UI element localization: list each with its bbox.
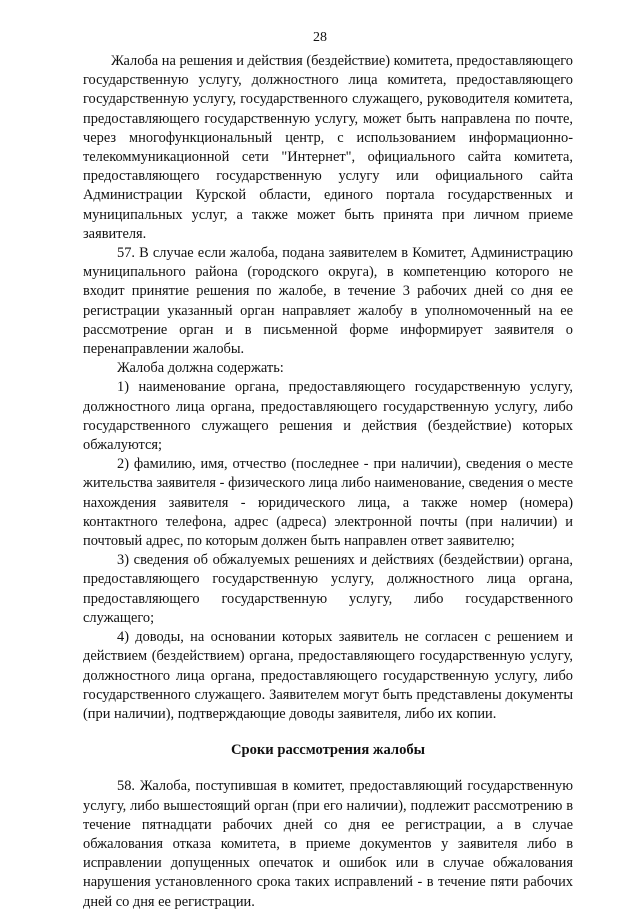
paragraph-complaint-contents-intro: Жалоба должна содержать: xyxy=(117,360,284,377)
list-item-3: 3) сведения об обжалуемых решениях и действиях (бездействии) органа, предоставляющего государственную услугу, должностного лица органа, предоставляющего государственную услугу, либо государственного служащего; xyxy=(83,552,573,626)
document-body xyxy=(83,52,573,912)
list-item-4: 4) доводы, на основании которых заявитель не согласен с решением и действием (бездействием) органа, предоставляющего государственную услугу, должностного лица органа, предоставляющего государственную услугу, либо государственного служащего. Заявителем могут быть представлены документы (при наличии), подтверждающие доводы заявителя, либо их копии. xyxy=(83,629,573,722)
paragraph-57: 57. В случае если жалоба, подана заявителем в Комитет, Администрацию муниципального района (городского округа), в компетенцию которого не входит принятие решения по жалобе, в течение 3 рабочих дней со дня ее регистрации указанный орган направляет жалобу в уполномоченный на ее рассмотрение орган и в письменной форме информирует заявителя о перенаправлении жалобы. xyxy=(83,245,573,358)
list-item-2: 2) фамилию, имя, отчество (последнее - при наличии), сведения о месте жительства заявителя - физического лица либо наименование, сведения о месте нахождения заявителя - юридического лица, а также номер (номера) контактного телефона, адрес (адреса) электронной почты (при наличии) и почтовый адрес, по которым должен быть направлен ответ заявителю; xyxy=(83,456,573,550)
paragraph-complaint-submission: Жалоба на решения и действия (бездействие) комитета, предоставляющего государственную услугу, должностного лица комитета, предоставляющего государственную услугу, государственного служащего, руководителя комитета, предоставляющего государственную услугу, может быть направлена по почте, через многофункциональный центр, с использованием информационно-телекоммуникационной сети "Интернет", официального сайта комитета, предоставляющего государственную услугу или официального сайта Администрации Курской области, единого портала государственных и муниципальных услуг, а также может быть принята при личном приеме заявителя. xyxy=(83,53,573,242)
page-number: 28 xyxy=(313,30,327,45)
list-item-1: 1) наименование органа, предоставляющего государственную услугу, должностного лица органа, предоставляющего государственную услугу, либо государственного служащего решения и действия (бездействие) которых обжалуются; xyxy=(83,379,573,454)
paragraph-58: 58. Жалоба, поступившая в комитет, предоставляющий государственную услугу, либо вышестоящий орган (при его наличии), подлежит рассмотрению в течение пятнадцати рабочих дней со дня ее регистрации, а в случае обжалования отказа комитета, в приеме документов у заявителя либо в исправлении допущенных опечаток и ошибок или в случае обжалования нарушения установленного срока таких исправлений - в течение пяти рабочих дней со дня ее регистрации. xyxy=(83,778,573,910)
section-heading: Сроки рассмотрения жалобы xyxy=(230,742,426,759)
